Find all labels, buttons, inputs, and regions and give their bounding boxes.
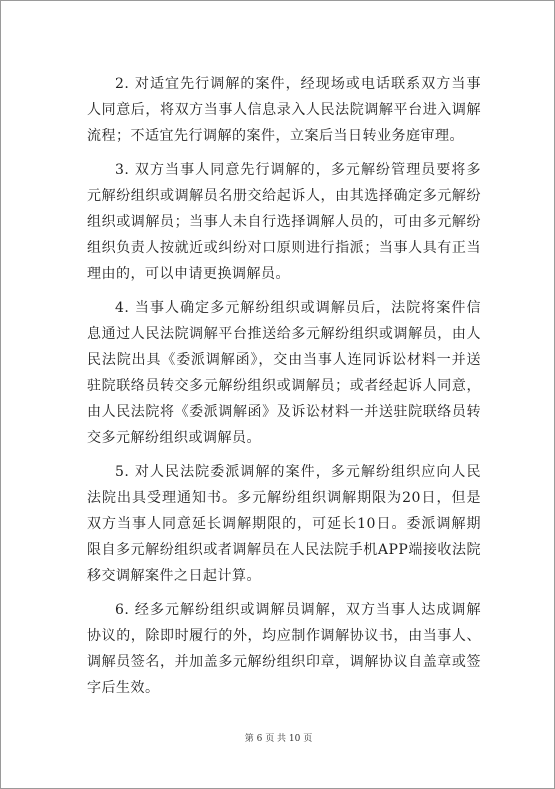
paragraph-2: 2. 对适宜先行调解的案件，经现场或电话联系双方当事人同意后，将双方当事人信息录入人民法院调解平台进入调解流程；不适宜先行调解的案件，立案后当日转业务庭审理。	[87, 76, 481, 144]
paragraph-4: 4. 当事人确定多元解纷组织或调解员后，法院将案件信息通过人民法院调解平台推送给多元解纷组织或调解员，由人民法院出具《委派调解函》，交由当事人连同诉讼材料一并送驻院联络员转交多元解纷组织或调解员；或者经起诉人同意，由人民法院将《委派调解函》及诉讼材料一并送驻院联络员转交多元解纷组织或调解员。	[87, 300, 481, 446]
page-number-footer: 第 6 页 共 10 页	[244, 734, 313, 744]
paragraph-5: 5. 对人民法院委派调解的案件，多元解纷组织应向人民法院出具受理通知书。多元解纷组织调解期限为20日，但是双方当事人同意延长调解期限的，可延长10日。委派调解期限自多元解纷组织或者调解员在人民法院手机APP端接收法院移交调解案件之日起计算。	[87, 464, 481, 584]
paragraph-6: 6. 经多元解纷组织或调解员调解，双方当事人达成调解协议的，除即时履行的外，均应制作调解协议书，由当事人、调解员签名，并加盖多元解纷组织印章，调解协议自盖章或签字后生效。	[87, 602, 481, 696]
paragraph-3: 3. 双方当事人同意先行调解的，多元解纷管理员要将多元解纷组织或调解员名册交给起诉人，由其选择确定多元解纷组织或调解员；当事人未自行选择调解人员的，可由多元解纷组织负责人按就近或纠纷对口原则进行指派；当事人具有正当理由的，可以申请更换调解员。	[87, 162, 481, 282]
document-body	[87, 71, 481, 709]
